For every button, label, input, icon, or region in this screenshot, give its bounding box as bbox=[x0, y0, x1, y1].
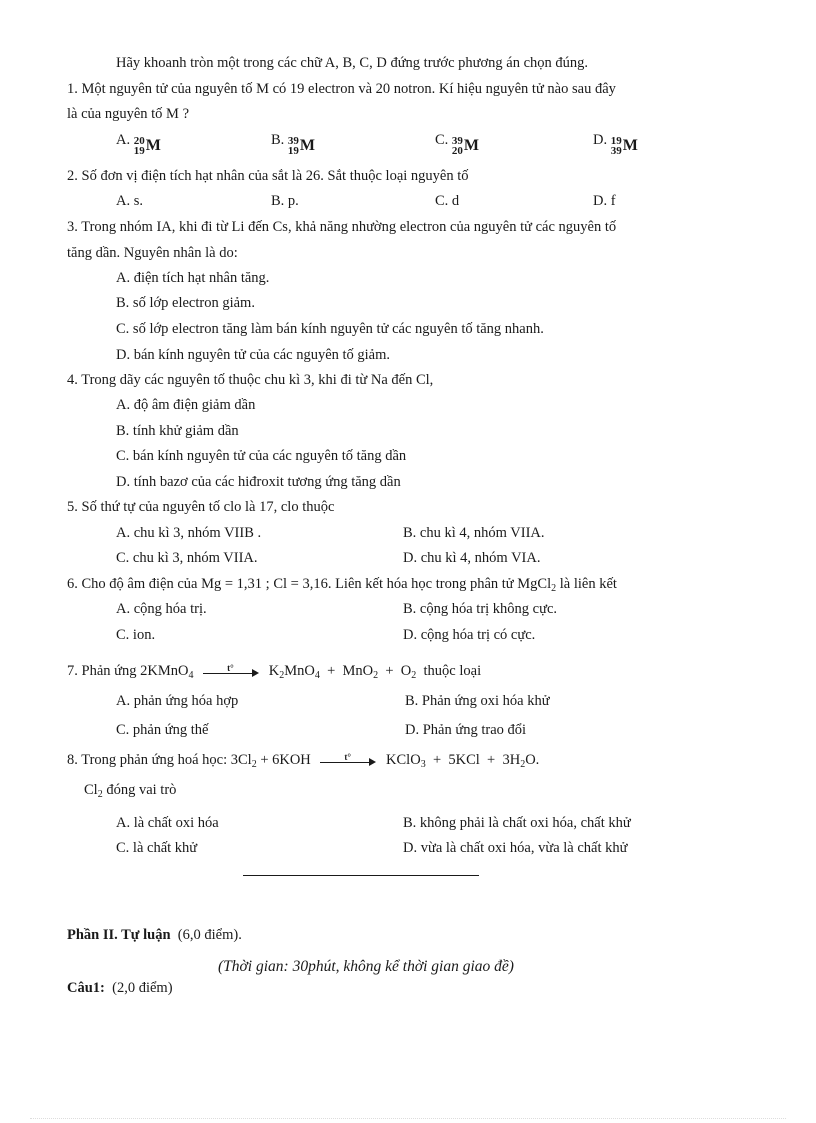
q4-option-b[interactable]: B. tính khử giảm dần bbox=[116, 423, 239, 439]
q8-option-a[interactable]: A. là chất oxi hóa bbox=[116, 815, 219, 831]
isotope-symbol: 20 19 M bbox=[133, 135, 161, 157]
q3-option-a[interactable]: A. điện tích hạt nhân tăng. bbox=[116, 270, 270, 286]
q8-option-c[interactable]: C. là chất khử bbox=[116, 840, 198, 856]
part2-heading: Phần II. Tự luận (6,0 điểm). bbox=[67, 927, 242, 943]
reaction-arrow-icon: t° bbox=[320, 754, 376, 768]
q1-option-c[interactable]: C. 39 20 M bbox=[435, 132, 480, 157]
q7-option-c[interactable]: C. phản ứng thế bbox=[116, 722, 209, 738]
question-3-text: 3. Trong nhóm IA, khi đi từ Li đến Cs, khả năng nhường electron của nguyên tử các nguyên tố bbox=[67, 219, 617, 235]
question-1-text-cont: là của nguyên tố M ? bbox=[67, 106, 190, 122]
part2-time-note: (Thời gian: 30phút, không kể thời gian giao đề) bbox=[218, 958, 514, 975]
q7-option-d[interactable]: D. Phản ứng trao đổi bbox=[405, 722, 527, 738]
q6-option-c[interactable]: C. ion. bbox=[116, 627, 156, 643]
question-2-text: 2. Số đơn vị điện tích hạt nhân của sắt là 26. Sắt thuộc loại nguyên tố bbox=[67, 168, 469, 184]
reaction-arrow-icon: t° bbox=[203, 665, 259, 679]
instruction: Hãy khoanh tròn một trong các chữ A, B, C, D đứng trước phương án chọn đúng. bbox=[116, 55, 589, 71]
question-8-role: $Cl_2$ đóng vai trò bbox=[84, 782, 177, 800]
q3-option-c[interactable]: C. số lớp electron tăng làm bán kính nguyên tử các nguyên tố tăng nhanh. bbox=[116, 321, 544, 337]
q5-option-b[interactable]: B. chu kì 4, nhóm VIIA. bbox=[403, 525, 545, 541]
q6-option-b[interactable]: B. cộng hóa trị không cực. bbox=[403, 601, 558, 617]
question-8-text: 8. Trong phản ứng hoá học: $3Cl_2 + 6KOH$ t° KClO$_3$ + $5KCl + 3H_2O$. bbox=[67, 751, 540, 770]
q2-option-d[interactable]: D. f bbox=[593, 193, 616, 209]
page-bottom-edge bbox=[30, 1118, 786, 1119]
isotope-symbol: 39 20 M bbox=[451, 135, 480, 157]
q6-option-d[interactable]: D. cộng hóa trị có cực. bbox=[403, 627, 536, 643]
q3-option-d[interactable]: D. bán kính nguyên tử của các nguyên tố giảm. bbox=[116, 347, 391, 363]
question-1-text: 1. Một nguyên tử của nguyên tố M có 19 electron và 20 notron. Kí hiệu nguyên tử nào sau đây bbox=[67, 81, 616, 97]
q1-option-a[interactable]: A. 20 19 M bbox=[116, 132, 161, 157]
q1-option-d[interactable]: D. 19 39 M bbox=[593, 132, 638, 157]
q5-option-d[interactable]: D. chu kì 4, nhóm VIA. bbox=[403, 550, 541, 566]
cau1-heading: Câu1: (2,0 điểm) bbox=[67, 980, 173, 996]
q8-option-b[interactable]: B. không phải là chất oxi hóa, chất khử bbox=[403, 815, 631, 831]
question-5-text: 5. Số thứ tự của nguyên tố clo là 17, clo thuộc bbox=[67, 499, 335, 515]
q8-option-d[interactable]: D. vừa là chất oxi hóa, vừa là chất khử bbox=[403, 840, 628, 856]
q6-option-a[interactable]: A. cộng hóa trị. bbox=[116, 601, 207, 617]
q2-option-a[interactable]: A. s. bbox=[116, 193, 143, 209]
q7-option-b[interactable]: B. Phản ứng oxi hóa khử bbox=[405, 693, 550, 709]
q3-option-b[interactable]: B. số lớp electron giảm. bbox=[116, 295, 255, 311]
question-4-text: 4. Trong dãy các nguyên tố thuộc chu kì 3, khi đi từ Na đến Cl, bbox=[67, 372, 434, 388]
question-7-text: 7. Phản ứng 2KMnO$_4$ t° $K_2MnO_4 + MnO_2 + O_2$ thuộc loại bbox=[67, 662, 482, 681]
isotope-symbol: 39 19 M bbox=[287, 135, 316, 157]
question-6-text: 6. Cho độ âm điện của Mg = 1,31 ; Cl = 3,16. Liên kết hóa học trong phân tử MgCl$_2$ là liên kết bbox=[67, 576, 617, 594]
q1-option-b[interactable]: B. 39 19 M bbox=[271, 132, 316, 157]
isotope-symbol: 19 39 M bbox=[610, 135, 638, 157]
q5-option-a[interactable]: A. chu kì 3, nhóm VIIB . bbox=[116, 525, 262, 541]
section-divider bbox=[243, 875, 479, 876]
q2-option-b[interactable]: B. p. bbox=[271, 193, 299, 209]
q5-option-c[interactable]: C. chu kì 3, nhóm VIIA. bbox=[116, 550, 258, 566]
q4-option-a[interactable]: A. độ âm điện giảm dần bbox=[116, 397, 256, 413]
question-3-text-cont: tăng dần. Nguyên nhân là do: bbox=[67, 245, 238, 261]
q2-option-c[interactable]: C. d bbox=[435, 193, 460, 209]
q7-option-a[interactable]: A. phản ứng hóa hợp bbox=[116, 693, 239, 709]
q4-option-d[interactable]: D. tính bazơ của các hiđroxit tương ứng tăng dần bbox=[116, 474, 401, 490]
q4-option-c[interactable]: C. bán kính nguyên tử của các nguyên tố tăng dần bbox=[116, 448, 407, 464]
